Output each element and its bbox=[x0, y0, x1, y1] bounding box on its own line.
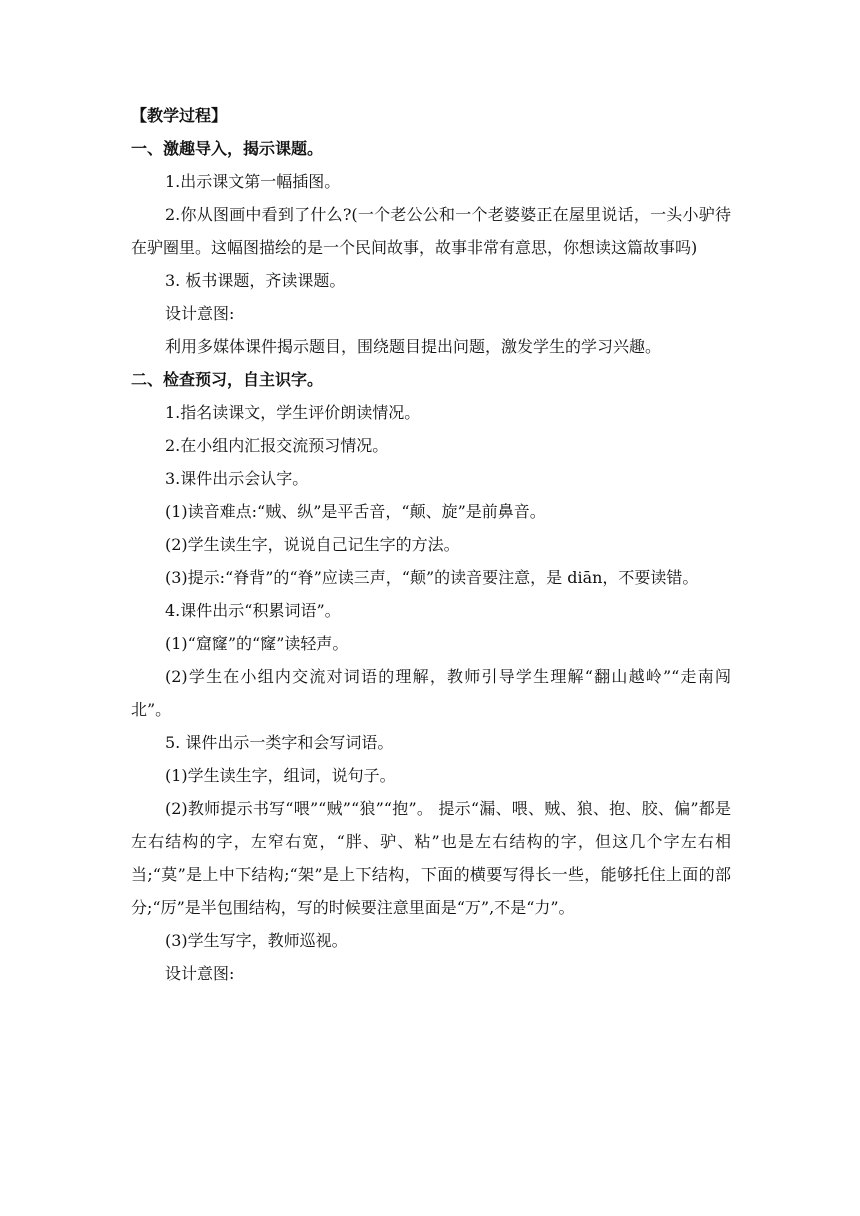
part2-item-1: 1.指名读课文，学生评价朗读情况。 bbox=[165, 403, 421, 422]
part2-item-5: (2)学生读生字，说说自己记生字的方法。 bbox=[165, 535, 460, 554]
part2-item-13: (3)学生写字，教师巡视。 bbox=[165, 931, 348, 950]
part2-item-10: 5. 课件出示一类字和会写词语。 bbox=[165, 733, 394, 752]
document-body bbox=[131, 99, 731, 990]
part1-design-text: 利用多媒体课件揭示题目，围绕题目提出问题，激发学生的学习兴趣。 bbox=[165, 337, 662, 356]
part1-design-label: 设计意图: bbox=[165, 304, 235, 323]
part2-heading: 二、检查预习，自主识字。 bbox=[131, 370, 324, 389]
section-header: 【教学过程】 bbox=[131, 106, 228, 125]
part2-item-4: (1)读音难点:“贼、纵”是平舌音，“颠、旋”是前鼻音。 bbox=[165, 502, 546, 521]
part2-item-11: (1)学生读生字，组词，说句子。 bbox=[165, 766, 396, 785]
part2-item-12: (2)教师提示书写“喂”“贼”“狼”“抱”。 提示“漏、喂、贼、狼、抱、胶、偏”都是左右结构的字，左窄右宽，“胖、驴、粘”也是左右结构的字，但这几个字左右相当;“莫”是上中下结构;“架”是上下结构，下面的横要写得长一些，能够托住上面的部分;“厉”是半包围结构，写的时候要注意里面是“万”,不是“力”。 bbox=[131, 799, 731, 917]
part2-design-label: 设计意图: bbox=[165, 964, 235, 983]
part1-item-1: 1.出示课文第一幅插图。 bbox=[165, 172, 341, 191]
part2-item-8: (1)“窟窿”的“窿”读轻声。 bbox=[165, 634, 349, 653]
part2-item-2: 2.在小组内汇报交流预习情况。 bbox=[165, 436, 389, 455]
part2-item-9: (2)学生在小组内交流对词语的理解，教师引导学生理解“翻山越岭”“走南闯北”。 bbox=[131, 667, 731, 719]
part2-item-6: (3)提示:“脊背”的“脊”应读三声，“颠”的读音要注意，是 diān，不要读错。 bbox=[165, 568, 699, 587]
part2-item-7: 4.课件出示“积累词语”。 bbox=[165, 601, 341, 620]
part2-item-3: 3.课件出示会认字。 bbox=[165, 469, 309, 488]
part1-heading: 一、激趣导入，揭示课题。 bbox=[131, 139, 324, 158]
part1-item-3: 3. 板书课题，齐读课题。 bbox=[165, 271, 346, 290]
part1-item-2: 2.你从图画中看到了什么?(一个老公公和一个老婆婆正在屋里说话，一头小驴待在驴圈里。这幅图描绘的是一个民间故事，故事非常有意思，你想读这篇故事吗) bbox=[131, 205, 731, 257]
